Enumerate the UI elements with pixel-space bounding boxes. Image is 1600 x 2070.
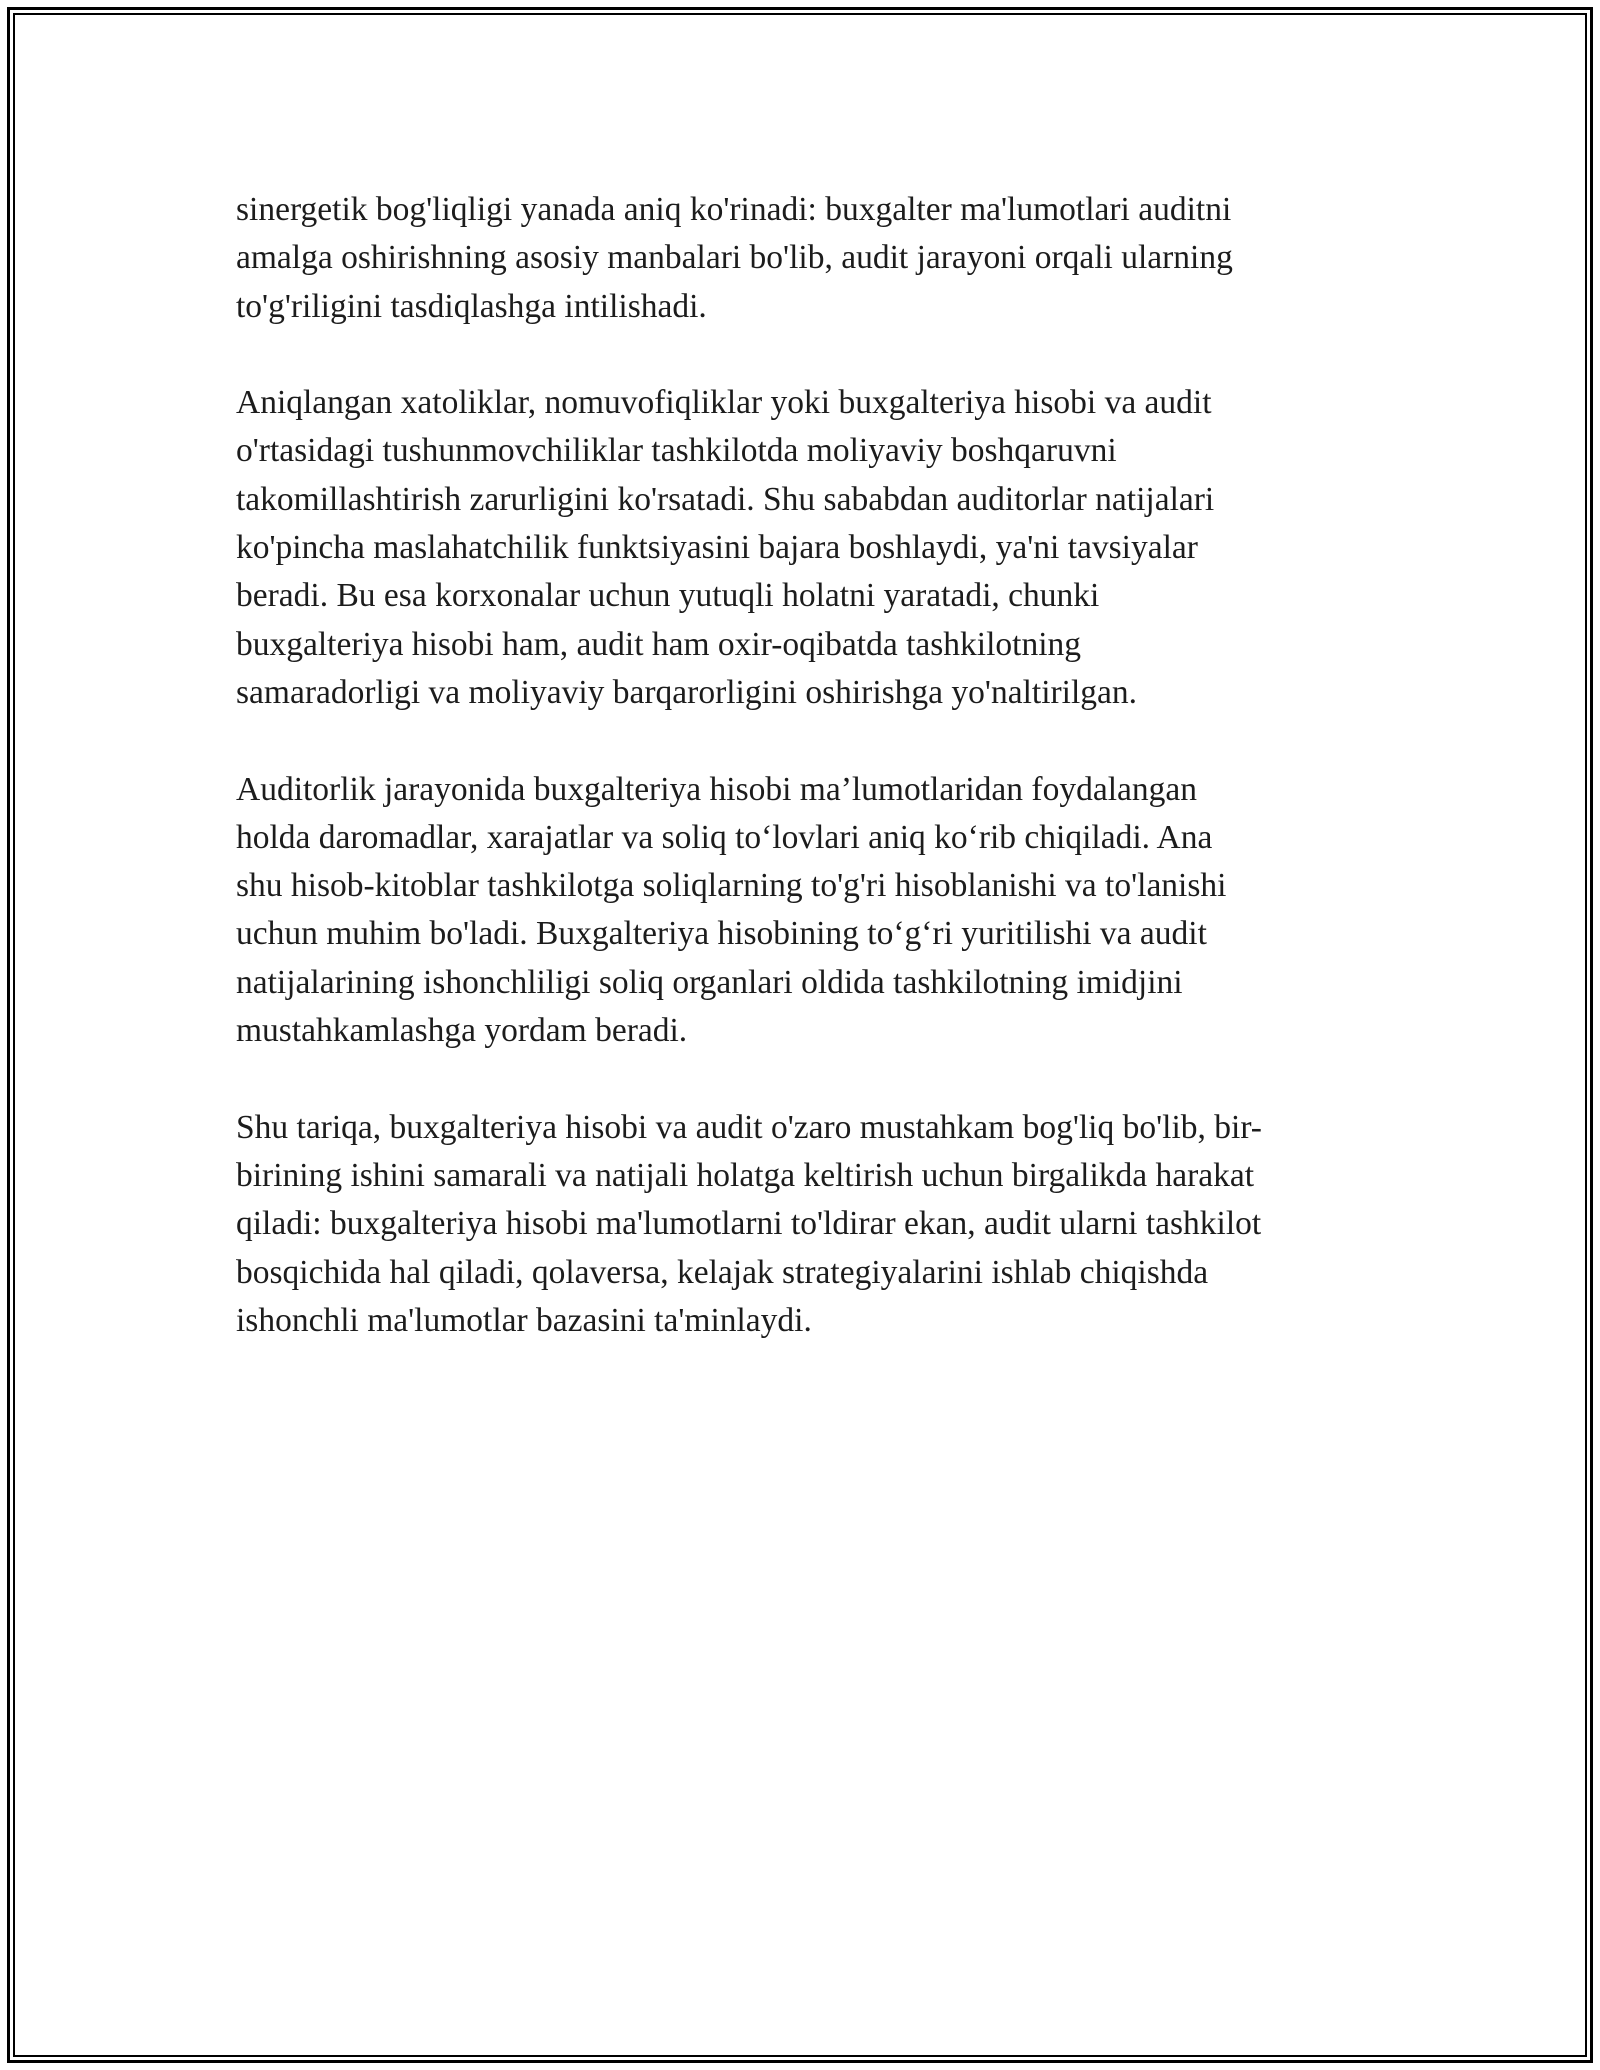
paragraph-line: sinergetik bog'liqligi yanada aniq ko'rinadi: buxgalter ma'lumotlari auditni [236,191,1232,228]
paragraph-line: natijalarining ishonchliligi soliq organlari oldida tashkilotning imidjini [236,963,1183,1001]
paragraph-line: Auditorlik jarayonida buxgalteriya hisobi ma’lumotlaridan foydalangan [236,770,1197,808]
paragraph-line: buxgalteriya hisobi ham, audit ham oxir-oqibatda tashkilotning [236,625,1082,663]
paragraph-line: ishonchli ma'lumotlar bazasini ta'minlaydi. [236,1301,812,1339]
paragraph-line: takomillashtirish zarurligini ko'rsatadi. Shu sababdan auditorlar natijalari [236,480,1215,518]
paragraph-line: amalga oshirishning asosiy manbalari bo'lib, audit jarayoni orqali ularning [236,239,1233,277]
paragraph-line: shu hisob-kitoblar tashkilotga soliqlarning to'g'ri hisoblanishi va to'lanishi [236,867,1227,905]
paragraph-line: to'g'riligini tasdiqlashga intilishadi. [236,287,707,325]
paragraph-line: samaradorligi va moliyaviy barqarorligini oshirishga yo'naltirilgan. [236,673,1138,711]
paragraph-line: o'rtasidagi tushunmovchiliklar tashkilotda moliyaviy boshqaruvni [236,432,1117,470]
paragraph-1 [236,186,1376,331]
paragraph-2 [236,379,1376,717]
paragraph-line: bosqichida hal qiladi, qolaversa, kelajak strategiyalarini ishlab chiqishda [236,1253,1209,1291]
paragraph-line: uchun muhim bo'ladi. Buxgalteriya hisobining to‘g‘ri yuritilishi va audit [236,915,1207,953]
paragraph-line: Shu tariqa, buxgalteriya hisobi va audit o'zaro mustahkam bog'liq bo'lib, bir- [236,1108,1262,1146]
paragraph-line: Aniqlangan xatoliklar, nomuvofiqliklar yoki buxgalteriya hisobi va audit [236,384,1212,422]
paragraph-line: mustahkamlashga yordam beradi. [236,1012,688,1050]
paragraph-4 [236,1104,1376,1345]
paragraph-line: birining ishini samarali va natijali holatga keltirish uchun birgalikda harakat [236,1156,1255,1194]
paragraph-line: qiladi: buxgalteriya hisobi ma'lumotlarni to'ldirar ekan, audit ularni tashkilot [236,1205,1262,1243]
paragraph-line: beradi. Bu esa korxonalar uchun yutuqli holatni yaratadi, chunki [236,577,1100,615]
paragraph-line: ko'pincha maslahatchilik funktsiyasini bajara boshlaydi, ya'ni tavsiyalar [236,529,1198,567]
paragraph-line: holda daromadlar, xarajatlar va soliq to‘lovlari aniq ko‘rib chiqiladi. Ana [236,818,1213,856]
document-body [236,186,1376,1393]
paragraph-3 [236,766,1376,1056]
